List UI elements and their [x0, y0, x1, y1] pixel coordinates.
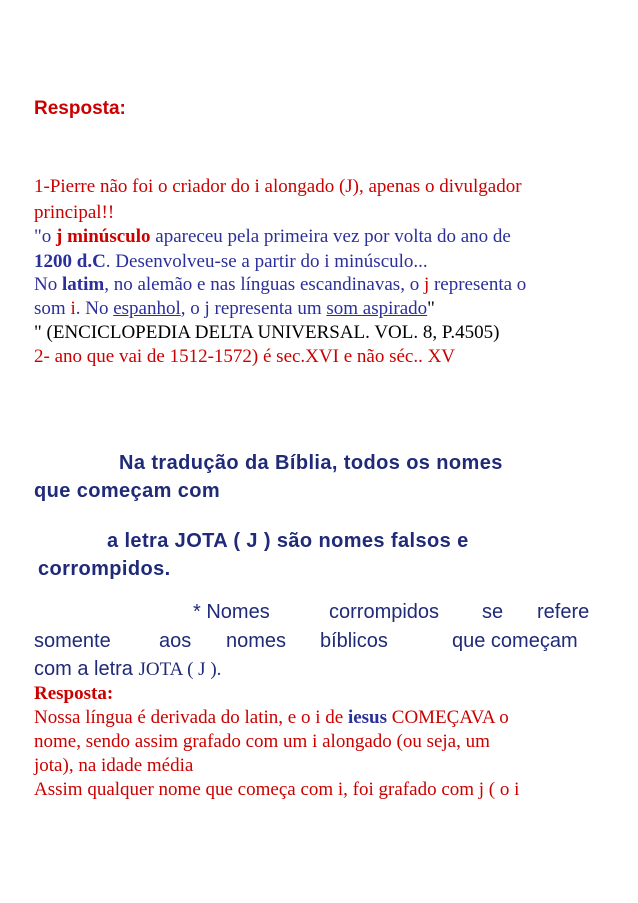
latim-text: latim [61, 274, 105, 295]
paragraph1-line7: " (ENCICLOPEDIA DELTA UNIVERSAL. VOL. 8, P.4505) [34, 322, 500, 343]
paragraph1-line1: 1-Pierre não foi o criador do i alongado (J), apenas o divulgador [34, 176, 522, 197]
date-text: 1200 d.C [34, 251, 106, 272]
note-l2-word1: somente [34, 630, 111, 652]
j-letter: j [423, 274, 430, 295]
paragraph1-line4 [34, 251, 428, 273]
paragraph2-line2: nome, sendo assim grafado com um i alongado (ou seja, um [34, 731, 490, 752]
espanhol-link[interactable]: espanhol [113, 298, 181, 319]
heading-resposta-2: Resposta: [34, 683, 114, 704]
j-minusculo-text: j minúsculo [56, 226, 151, 247]
heading-resposta-1: Resposta: [34, 98, 126, 119]
paragraph1-line8: 2- ano que vai de 1512-1572) é sec.XVI e não séc.. XV [34, 346, 456, 367]
line6-b: . No [75, 298, 114, 319]
som-aspirado-link[interactable]: som aspirado [326, 298, 428, 319]
line6-d: " [427, 298, 435, 319]
paragraph2-line3: jota), na idade média [34, 755, 194, 776]
note-l2-word3: nomes [226, 630, 287, 652]
iesus-text: iesus [347, 707, 388, 728]
paragraph1-line3 [34, 226, 511, 248]
note-line3 [34, 658, 221, 681]
note-word2: corrompidos [329, 601, 440, 623]
claim-line1: Na tradução da Bíblia, todos os nomes [119, 452, 503, 474]
line5-c: representa o [429, 274, 527, 295]
note-l3-a: com a letra [34, 658, 139, 680]
paragraph1-line5 [34, 274, 526, 296]
line6-c: , o j representa um [180, 298, 327, 319]
note-word4: refere [537, 601, 590, 623]
p2-line1-a: Nossa língua é derivada do latin, e o i de [34, 707, 348, 728]
line5-b: , no alemão e nas línguas escandinavas, o [104, 274, 424, 295]
claim-line4: corrompidos. [38, 558, 171, 580]
line5-a: No [34, 274, 62, 295]
line3-rest: apareceu pela primeira vez por volta do ano de [150, 226, 511, 247]
line6-a: som [34, 298, 71, 319]
paragraph2-line1 [34, 707, 509, 729]
note-star: * Nomes [193, 601, 270, 623]
claim-line2: que começam com [34, 480, 221, 502]
note-l2-word4: bíblicos [320, 630, 388, 652]
claim-line3: a letra JOTA ( J ) são nomes falsos e [107, 530, 469, 552]
paragraph2-line4: Assim qualquer nome que começa com i, foi grafado com j ( o i [34, 779, 520, 800]
paragraph1-line6 [34, 298, 435, 320]
line4-rest: . Desenvolveu-se a partir do i minúsculo... [105, 251, 428, 272]
note-l2-word5: que começam [452, 630, 578, 652]
i-letter: i [70, 298, 76, 319]
p2-line1-b: COMEÇAVA o [387, 707, 509, 728]
note-l2-word2: aos [159, 630, 192, 652]
note-l3-b: JOTA ( J ). [138, 659, 222, 680]
paragraph1-line2: principal!! [34, 202, 115, 223]
note-word3: se [482, 601, 504, 623]
quote-mark: "o [34, 226, 57, 247]
